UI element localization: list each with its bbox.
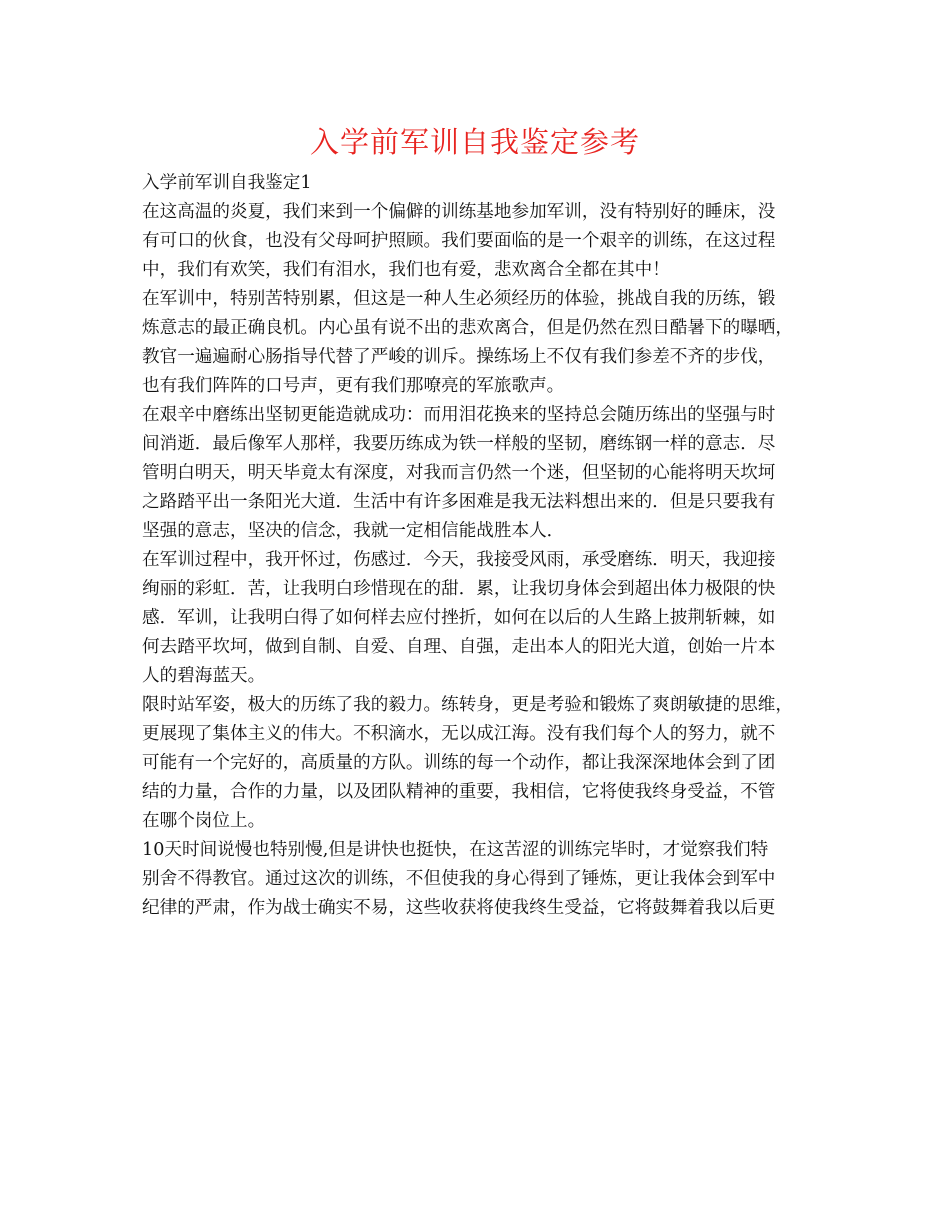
text-line: 坚强的意志，坚决的信念，我就一定相信能战胜本人． <box>142 521 565 541</box>
text-line: 在哪个岗位上。 <box>142 811 266 831</box>
text-line: 感．军训，让我明白得了如何样去应付挫折，如何在以后的人生路上披荆斩棘，如 <box>142 608 776 628</box>
section-heading: 入学前军训自我鉴定1 <box>142 173 312 193</box>
text-line: 之路踏平出一条阳光大道．生活中有许多困难是我无法料想出来的．但是只要我有 <box>142 492 776 512</box>
text-line: 限时站军姿，极大的历练了我的毅力。练转身，更是考验和锻炼了爽朗敏捷的思维， <box>142 695 793 715</box>
text-line: 何去踏平坎坷，做到自制、自爱、自理、自强，走出本人的阳光大道，创始一片本 <box>142 637 776 657</box>
text-line: 在这高温的炎夏，我们来到一个偏僻的训练基地参加军训，没有特别好的睡床，没 <box>142 202 776 222</box>
text-line: 纪律的严肃，作为战士确实不易，这些收获将使我终生受益，它将鼓舞着我以后更 <box>142 898 776 918</box>
document-title: 入学前军训自我鉴定参考 <box>309 125 640 159</box>
text-line: 在军训过程中，我开怀过，伤感过．今天，我接受风雨，承受磨练．明天，我迎接 <box>142 550 776 570</box>
text-line: 炼意志的最正确良机。内心虽有说不出的悲欢离合，但是仍然在烈日酷暑下的曝晒， <box>142 318 793 338</box>
text-line: 教官一遍遍耐心肠指导代替了严峻的训斥。操练场上不仅有我们参差不齐的步伐， <box>142 347 776 367</box>
text-line: 可能有一个完好的，高质量的方队。训练的每一个动作，都让我深深地体会到了团 <box>142 753 776 773</box>
text-line: 别舍不得教官。通过这次的训练，不但使我的身心得到了锤炼，更让我体会到军中 <box>142 869 776 889</box>
text-line: 在艰辛中磨练出坚韧更能造就成功：而用泪花换来的坚持总会随历练出的坚强与时 <box>142 405 776 425</box>
text-line: 中，我们有欢笑，我们有泪水，我们也有爱，悲欢离合全都在其中！ <box>142 260 670 280</box>
document-body <box>142 168 830 923</box>
text-line: 更展现了集体主义的伟大。不积滴水，无以成江海。没有我们每个人的努力，就不 <box>142 724 776 744</box>
text-line: 在军训中，特别苦特别累，但这是一种人生必须经历的体验，挑战自我的历练，锻 <box>142 289 776 309</box>
text-line: 间消逝．最后像军人那样，我要历练成为铁一样般的坚韧，磨练钢一样的意志．尽 <box>142 434 776 454</box>
text-line: 管明白明天，明天毕竟太有深度，对我而言仍然一个迷，但坚韧的心能将明天坎坷 <box>142 463 776 483</box>
text-line: 10天时间说慢也特别慢,但是讲快也挺快，在这苦涩的训练完毕时，才觉察我们特 <box>142 840 769 860</box>
text-line: 结的力量，合作的力量，以及团队精神的重要，我相信，它将使我终身受益，不管 <box>142 782 776 802</box>
text-line: 绚丽的彩虹．苦，让我明白珍惜现在的甜．累，让我切身体会到超出体力极限的快 <box>142 579 776 599</box>
text-line: 有可口的伙食，也没有父母呵护照顾。我们要面临的是一个艰辛的训练，在这过程 <box>142 231 776 251</box>
text-line: 人的碧海蓝天。 <box>142 666 266 686</box>
text-line: 也有我们阵阵的口号声，更有我们那嘹亮的军旅歌声。 <box>142 376 565 396</box>
